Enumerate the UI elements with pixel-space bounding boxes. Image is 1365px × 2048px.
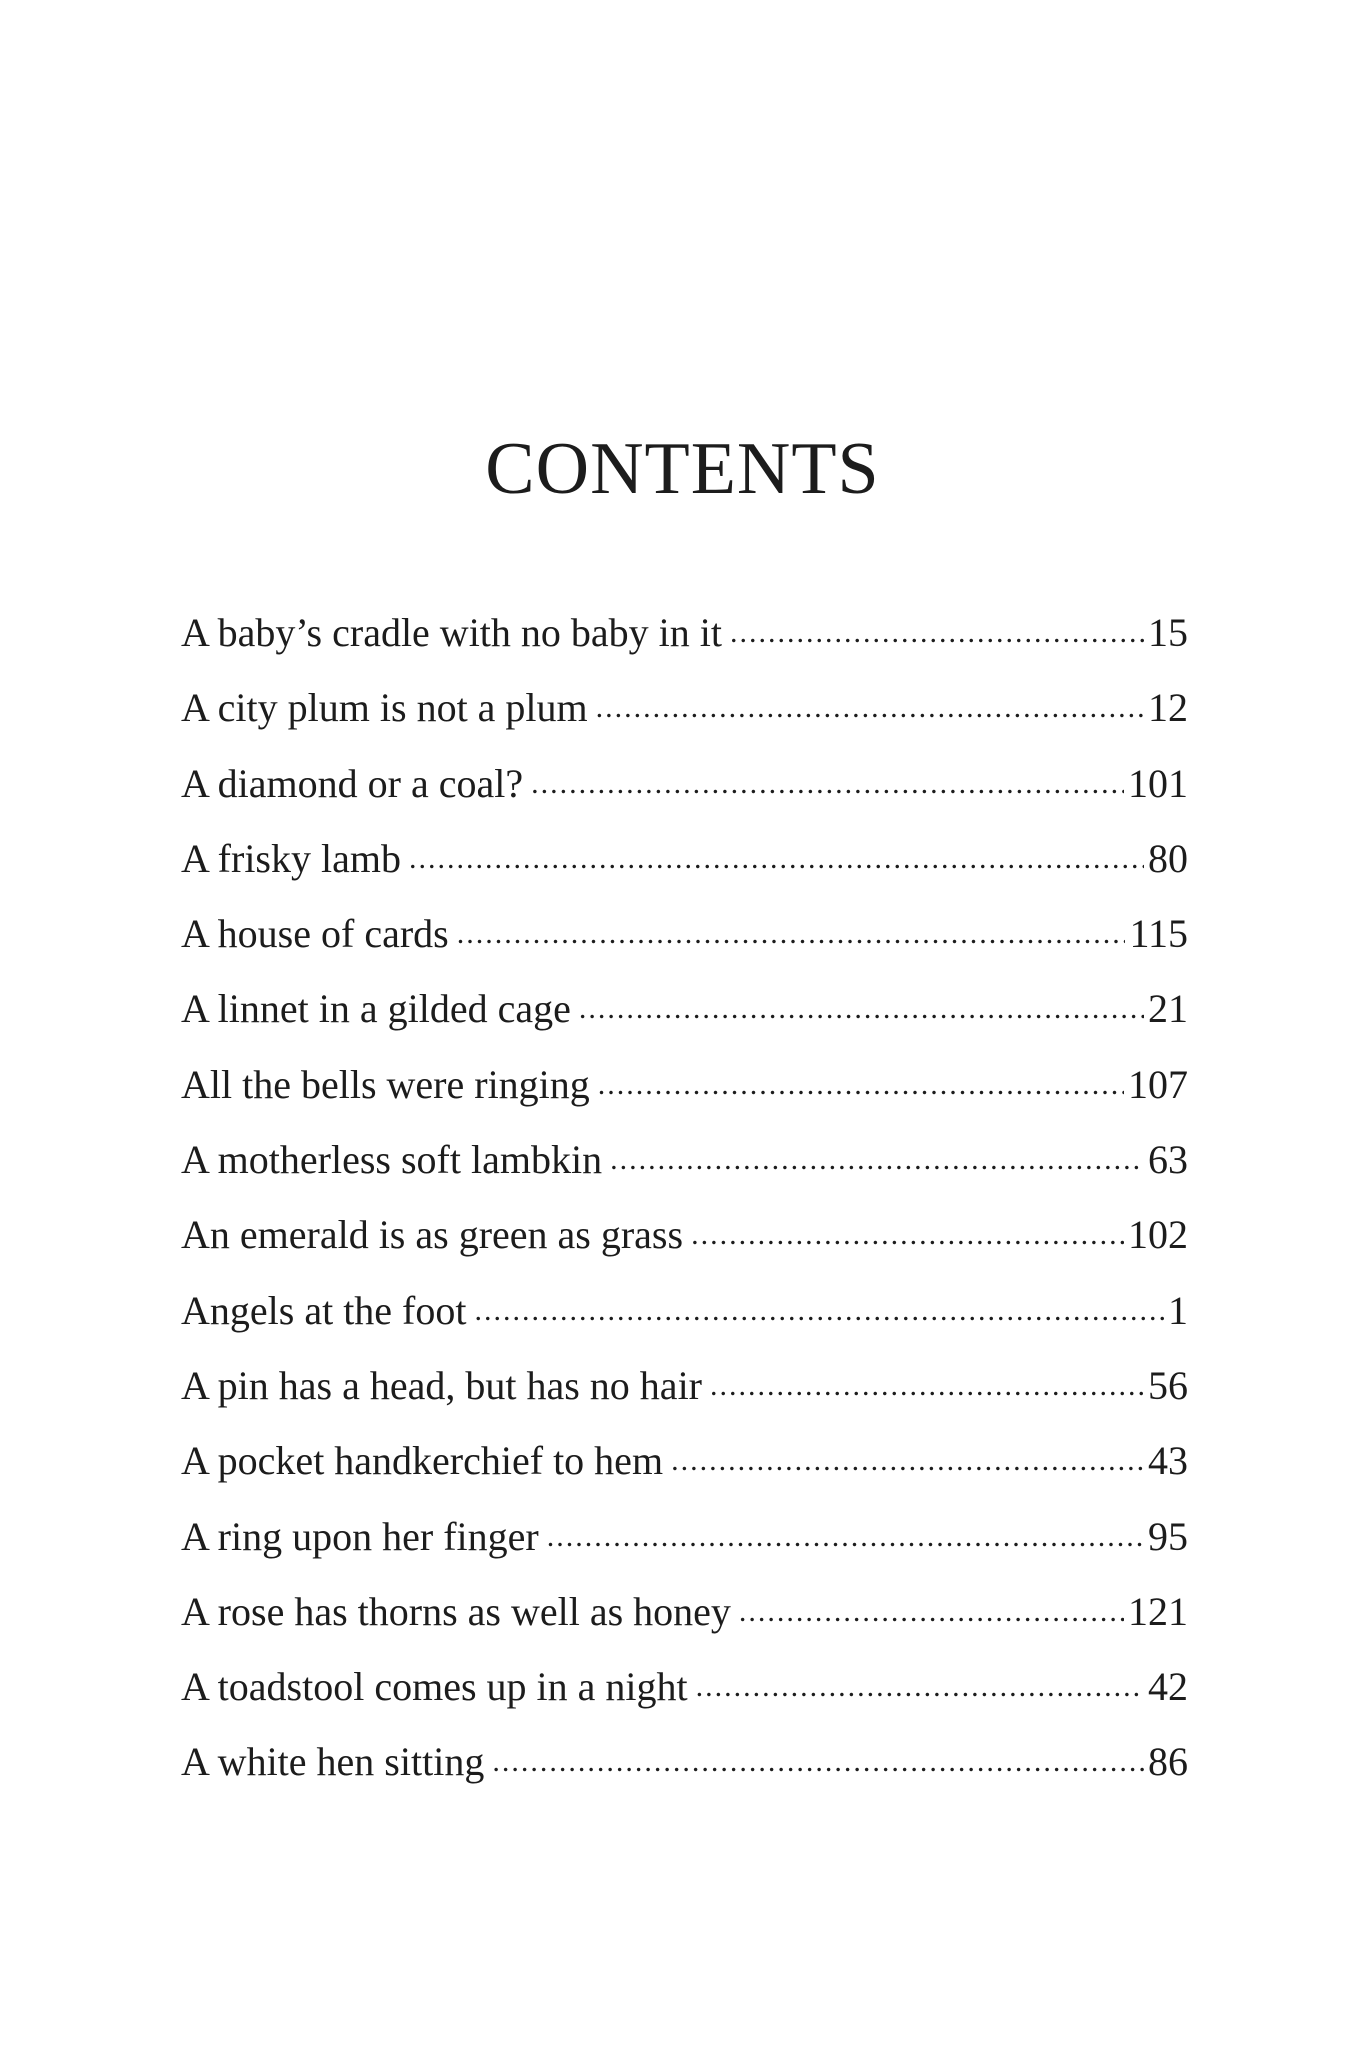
toc-entry-title: An emerald is as green as grass	[181, 1212, 684, 1258]
dot-leader	[691, 1197, 1124, 1272]
dot-leader	[457, 896, 1126, 971]
dot-leader	[598, 1047, 1124, 1122]
toc-entry	[181, 595, 1188, 670]
toc-entry	[181, 971, 1188, 1046]
toc-entry-title: A motherless soft lambkin	[181, 1137, 603, 1183]
toc-entry	[181, 1574, 1188, 1649]
toc-entry-page-number: 102	[1128, 1212, 1188, 1258]
page-title: CONTENTS	[485, 428, 880, 510]
toc-entry-title: A diamond or a coal?	[181, 760, 524, 806]
toc-entry-title: A city plum is not a plum	[181, 685, 588, 731]
toc-entry-title: A pocket handkerchief to hem	[181, 1438, 664, 1484]
toc-entry-page-number: 86	[1148, 1739, 1188, 1785]
toc-entry-title: A rose has thorns as well as honey	[181, 1588, 731, 1634]
toc-entry	[181, 746, 1188, 821]
dot-leader	[531, 746, 1124, 821]
toc-entry-title: A white hen sitting	[181, 1739, 485, 1785]
toc-entry	[181, 1122, 1188, 1197]
toc-entry	[181, 1724, 1188, 1799]
toc-entry-page-number: 101	[1128, 760, 1188, 806]
toc-entry-page-number: 63	[1148, 1137, 1188, 1183]
toc-entry	[181, 1273, 1188, 1348]
toc-entry	[181, 1499, 1188, 1574]
toc-entry-title: A ring upon her finger	[181, 1513, 539, 1559]
toc-entry-page-number: 43	[1148, 1438, 1188, 1484]
toc-entry-title: A toadstool comes up in a night	[181, 1664, 688, 1710]
dot-leader	[696, 1649, 1144, 1724]
toc-entry	[181, 670, 1188, 745]
dot-leader	[596, 670, 1144, 745]
dot-leader	[579, 971, 1144, 1046]
toc-entry-title: A linnet in a gilded cage	[181, 986, 571, 1032]
toc-entry-page-number: 21	[1148, 986, 1188, 1032]
dot-leader	[492, 1724, 1144, 1799]
toc-entry-title: A frisky lamb	[181, 835, 401, 881]
toc-entry	[181, 1047, 1188, 1122]
toc-entry-page-number: 15	[1148, 610, 1188, 655]
toc-entry-title: All the bells were ringing	[181, 1061, 590, 1107]
dot-leader	[710, 1348, 1144, 1423]
dot-leader	[739, 1574, 1124, 1649]
dot-leader	[730, 595, 1144, 670]
toc-entry	[181, 896, 1188, 971]
toc-entry-page-number: 95	[1148, 1513, 1188, 1559]
toc-entry-page-number: 12	[1148, 685, 1188, 731]
toc-entry-page-number: 42	[1148, 1664, 1188, 1710]
toc-entry-page-number: 80	[1148, 835, 1188, 881]
toc-entry	[181, 1649, 1188, 1724]
toc-entry-page-number: 115	[1129, 911, 1188, 957]
dot-leader	[475, 1273, 1165, 1348]
toc-entry	[181, 1197, 1188, 1272]
dot-leader	[671, 1423, 1144, 1498]
toc-entry	[181, 1348, 1188, 1423]
toc-entry-title: Angels at the foot	[181, 1287, 467, 1333]
table-of-contents	[181, 595, 1188, 1800]
toc-entry-title: A baby’s cradle with no baby in it	[181, 610, 723, 655]
dot-leader	[547, 1499, 1144, 1574]
toc-entry	[181, 821, 1188, 896]
toc-entry-page-number: 121	[1128, 1588, 1188, 1634]
toc-entry-title: A house of cards	[181, 911, 449, 957]
toc-entry	[181, 1423, 1188, 1498]
toc-entry-title: A pin has a head, but has no hair	[181, 1362, 702, 1408]
toc-entry-page-number: 1	[1168, 1287, 1188, 1333]
dot-leader	[610, 1122, 1144, 1197]
toc-entry-page-number: 107	[1128, 1061, 1188, 1107]
toc-entry-page-number: 56	[1148, 1362, 1188, 1408]
dot-leader	[409, 821, 1144, 896]
